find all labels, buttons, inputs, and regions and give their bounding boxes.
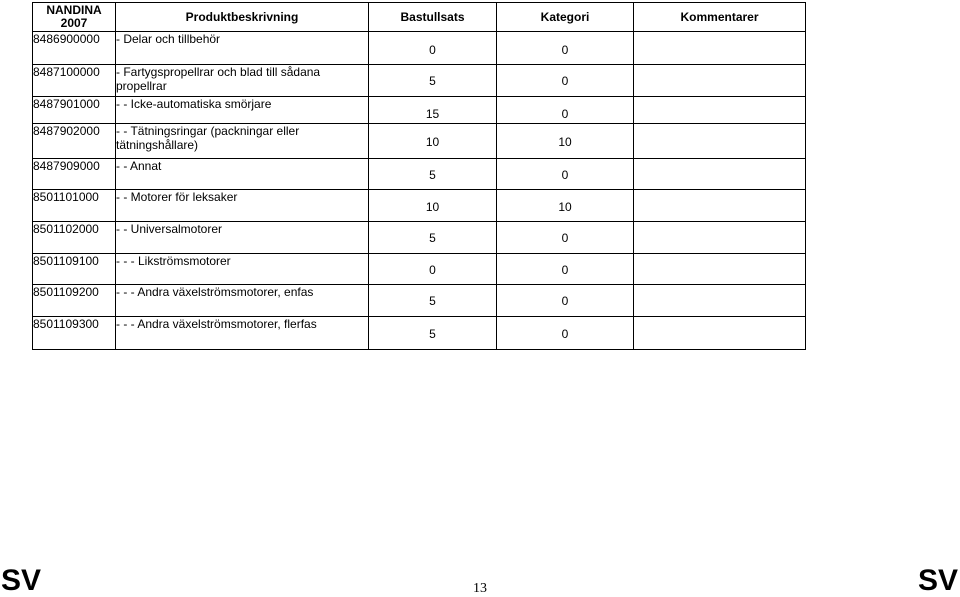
row-description: - - Tätningsringar (packningar eller tätningshållare) bbox=[116, 124, 369, 159]
row-base-rate: 10 bbox=[425, 200, 440, 214]
row-category: 0 bbox=[561, 74, 569, 88]
row-category: 0 bbox=[561, 43, 569, 57]
row-category-cell bbox=[497, 32, 634, 65]
row-base-rate: 5 bbox=[429, 231, 436, 245]
row-category: 0 bbox=[561, 168, 569, 182]
header-comments: Kommentarer bbox=[634, 3, 806, 32]
row-comments bbox=[634, 65, 806, 97]
table-row bbox=[33, 317, 806, 350]
table-row bbox=[33, 285, 806, 317]
row-description: - Delar och tillbehör bbox=[116, 32, 369, 65]
header-code bbox=[33, 3, 116, 32]
row-base-rate: 15 bbox=[425, 107, 440, 121]
row-base-rate: 5 bbox=[429, 294, 436, 308]
header-row bbox=[33, 3, 806, 32]
row-base-rate-cell bbox=[369, 190, 497, 222]
row-base-rate: 5 bbox=[429, 74, 436, 88]
row-base-rate-cell bbox=[369, 32, 497, 65]
row-base-rate-cell bbox=[369, 222, 497, 254]
row-category-cell bbox=[497, 285, 634, 317]
row-category-cell bbox=[497, 317, 634, 350]
row-category-cell bbox=[497, 65, 634, 97]
row-category-cell bbox=[497, 190, 634, 222]
row-category: 10 bbox=[558, 200, 572, 214]
row-code: 8486900000 bbox=[33, 32, 116, 65]
row-category-cell bbox=[497, 97, 634, 124]
row-category-cell bbox=[497, 159, 634, 190]
row-code: 8487902000 bbox=[33, 124, 116, 159]
header-code-line1: NANDINA bbox=[46, 3, 102, 17]
row-category: 0 bbox=[561, 231, 569, 245]
table-row bbox=[33, 159, 806, 190]
row-code: 8501109100 bbox=[33, 254, 116, 285]
header-base-rate: Bastullsats bbox=[369, 3, 497, 32]
row-comments bbox=[634, 317, 806, 350]
table-row bbox=[33, 97, 806, 124]
row-base-rate-cell bbox=[369, 124, 497, 159]
row-base-rate: 5 bbox=[429, 327, 436, 341]
row-description: - - Annat bbox=[116, 159, 369, 190]
row-base-rate: 10 bbox=[425, 135, 440, 149]
header-description: Produktbeskrivning bbox=[116, 3, 369, 32]
footer-language-label-left: SV bbox=[1, 564, 42, 597]
row-comments bbox=[634, 254, 806, 285]
row-category-cell bbox=[497, 124, 634, 159]
table-row bbox=[33, 124, 806, 159]
row-comments bbox=[634, 97, 806, 124]
table-row bbox=[33, 222, 806, 254]
row-comments bbox=[634, 124, 806, 159]
row-description: - - - Andra växelströmsmotorer, flerfas bbox=[116, 317, 369, 350]
table-row bbox=[33, 190, 806, 222]
row-base-rate-cell bbox=[369, 159, 497, 190]
table-row bbox=[33, 32, 806, 65]
row-description: - - Icke-automatiska smörjare bbox=[116, 97, 369, 124]
row-base-rate: 5 bbox=[429, 168, 436, 182]
row-description: - - Motorer för leksaker bbox=[116, 190, 369, 222]
header-code-line2: 2007 bbox=[60, 16, 88, 30]
row-category-cell bbox=[497, 254, 634, 285]
row-code: 8501101000 bbox=[33, 190, 116, 222]
row-description: - - Universalmotorer bbox=[116, 222, 369, 254]
table-row bbox=[33, 65, 806, 97]
page-number: 13 bbox=[473, 581, 487, 596]
row-comments bbox=[634, 285, 806, 317]
row-comments bbox=[634, 222, 806, 254]
row-category: 10 bbox=[558, 135, 572, 149]
row-code: 8501102000 bbox=[33, 222, 116, 254]
row-base-rate-cell bbox=[369, 65, 497, 97]
row-code: 8501109200 bbox=[33, 285, 116, 317]
row-description: - - - Likströmsmotorer bbox=[116, 254, 369, 285]
row-comments bbox=[634, 159, 806, 190]
footer-language-label-right: SV bbox=[917, 564, 958, 597]
row-category: 0 bbox=[561, 107, 569, 121]
row-base-rate-cell bbox=[369, 317, 497, 350]
row-category: 0 bbox=[561, 327, 569, 341]
row-comments bbox=[634, 32, 806, 65]
row-base-rate: 0 bbox=[429, 43, 436, 57]
row-category: 0 bbox=[561, 263, 569, 277]
tariff-table bbox=[32, 2, 806, 350]
row-category: 0 bbox=[561, 294, 569, 308]
row-code: 8487901000 bbox=[33, 97, 116, 124]
row-base-rate: 0 bbox=[429, 263, 436, 277]
row-code: 8487100000 bbox=[33, 65, 116, 97]
row-code: 8487909000 bbox=[33, 159, 116, 190]
header-category: Kategori bbox=[497, 3, 634, 32]
row-base-rate-cell bbox=[369, 285, 497, 317]
table-row bbox=[33, 254, 806, 285]
row-base-rate-cell bbox=[369, 97, 497, 124]
row-description: - - - Andra växelströmsmotorer, enfas bbox=[116, 285, 369, 317]
row-category-cell bbox=[497, 222, 634, 254]
row-base-rate-cell bbox=[369, 254, 497, 285]
row-description: - Fartygspropellrar och blad till sådana propellrar bbox=[116, 65, 369, 97]
row-comments bbox=[634, 190, 806, 222]
row-code: 8501109300 bbox=[33, 317, 116, 350]
